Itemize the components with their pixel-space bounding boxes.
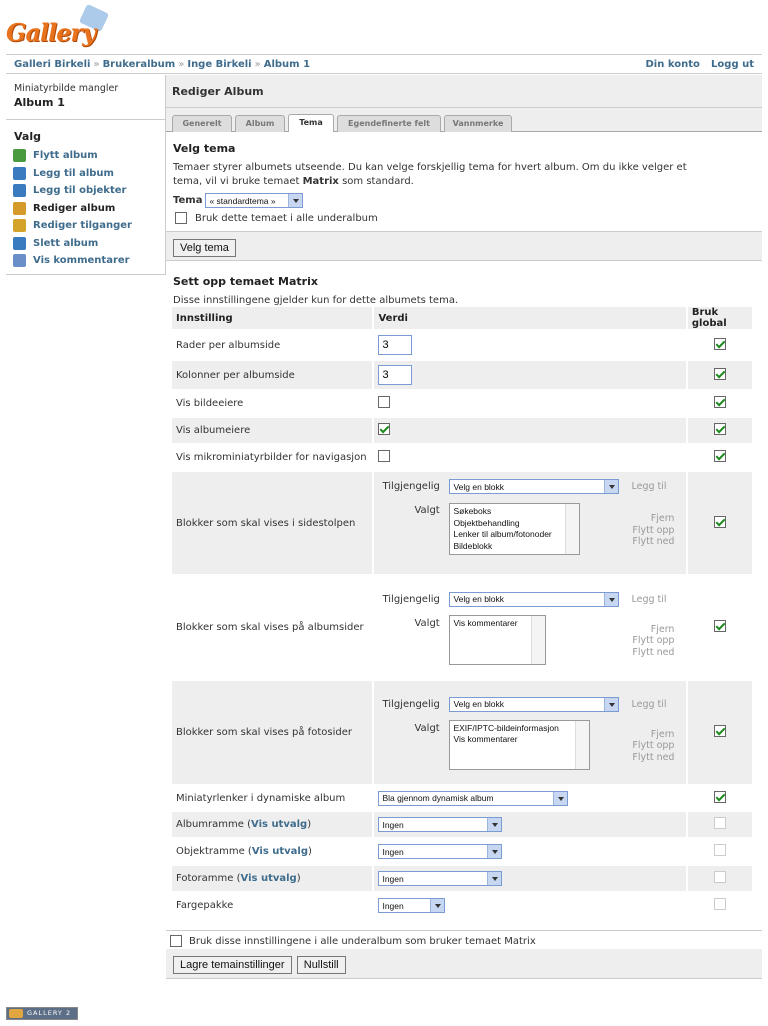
selected-label: Valgt [414,617,440,629]
page-title: Rediger Album [166,75,762,108]
table-row [172,812,752,837]
table-row [172,681,752,784]
apply-all-sub-label: Bruk disse innstillingene i alle underalbum som bruker temaet Matrix [189,935,536,947]
sidebar-item-label: Slett album [33,237,99,249]
select-value: Ingen [382,900,404,911]
use-global-checkbox[interactable] [714,898,726,910]
main-content [166,75,762,979]
sidebar-item-delete-album[interactable] [6,235,165,253]
use-global-checkbox[interactable] [714,791,726,803]
breadcrumb-link-user-albums[interactable]: Brukeralbum [102,59,176,70]
album-title: Album 1 [14,96,65,109]
chevron-down-icon [487,818,501,831]
table-row [172,786,752,810]
settings-button-bar [166,949,762,979]
list-item[interactable]: Objektbehandling [453,517,520,528]
settings-heading: Sett opp temaet Matrix [173,275,318,288]
theme-select[interactable] [205,193,303,208]
setting-label: Vis mikrominiatyrbilder for navigasjon [176,452,367,463]
apply-theme-sub-row [173,212,755,224]
edit-album-icon [13,202,26,215]
show-album-owner-checkbox[interactable] [378,423,390,435]
breadcrumb-link-user[interactable]: Inge Birkeli [187,59,252,70]
block-editor [378,687,681,779]
breadcrumb-separator: » [178,59,185,70]
item-frame-select[interactable] [378,844,502,859]
use-global-checkbox[interactable] [714,725,726,737]
sidebar-item-add-album[interactable] [6,165,165,183]
table-row [172,576,752,679]
sidebar-item-label: Flytt album [33,150,98,162]
tab-custom-fields[interactable]: Egendefinerte felt [337,115,441,132]
setting-label-photo-frame: Fotoramme (Vis utvalg) [176,873,301,884]
select-value: Ingen [382,846,404,857]
list-item[interactable]: Bildeblokk [453,540,493,551]
select-value: Velg en blokk [453,594,505,604]
selected-label: Valgt [414,505,440,516]
photo-frame-select[interactable] [378,871,502,886]
list-item[interactable]: Vis kommentarer [453,617,518,628]
select-value: Ingen [382,873,404,884]
setting-label: Kolonner per albumside [176,369,295,381]
col-header-global: Bruk global [688,307,752,329]
table-row [172,331,752,359]
setting-label: Fargepakke [176,900,234,911]
gallery2-badge[interactable]: GALLERY 2 [6,1007,78,1020]
chevron-down-icon [604,593,618,606]
apply-theme-sub-label: Bruk dette temaet i alle underalbum [195,212,378,224]
setting-label: Miniatyrlenker i dynamiske album [176,792,346,804]
move-up-link[interactable]: Flytt opp [632,740,675,751]
settings-table [170,305,754,920]
use-global-checkbox[interactable] [714,338,726,350]
setting-label-item-frame: Objektramme (Vis utvalg) [176,846,312,857]
use-global-checkbox[interactable] [714,450,726,462]
tab-album[interactable]: Album [235,115,285,132]
sidebar [6,75,166,275]
col-header-setting: Innstilling [172,307,372,329]
permissions-icon [13,219,26,232]
setting-label: Blokker som skal vises på albumsider [176,622,364,633]
add-items-icon [13,184,26,197]
label-text: Albumramme [176,819,244,830]
list-item[interactable]: Vis kommentarer [453,734,518,744]
chevron-down-icon [430,899,444,912]
album-frame-select[interactable] [378,817,502,832]
table-row [172,839,752,864]
setting-label-album-frame: Albumramme (Vis utvalg) [176,819,312,830]
breadcrumb-separator: » [93,59,100,70]
sidebar-item-view-comments[interactable] [6,252,165,270]
table-row [172,418,752,443]
system-links [638,59,755,70]
block-actions [628,624,674,659]
breadcrumb-link-album[interactable]: Album 1 [263,59,311,70]
show-nav-thumbs-checkbox[interactable] [378,450,390,462]
move-down-link[interactable]: Flytt ned [632,536,675,547]
tab-theme[interactable]: Tema [288,114,334,132]
table-row [172,472,752,574]
sidebar-item-label: Legg til objekter [33,185,127,197]
list-item[interactable]: EXIF/IPTC-bildeinformasjon [453,722,559,733]
delete-album-icon [13,237,26,250]
show-selection-link[interactable]: Vis utvalg [240,873,297,884]
setting-label: Blokker som skal vises på fotosider [176,727,352,738]
apply-all-wrap [170,935,758,947]
scrollbar[interactable] [565,504,579,554]
selected-blocks-list[interactable] [449,503,580,555]
breadcrumb [14,59,310,70]
theme-select-section [166,132,762,230]
colorpack-select[interactable] [378,898,445,913]
move-up-link[interactable]: Flytt opp [632,524,675,536]
selected-blocks-list[interactable] [449,720,590,770]
selected-label: Valgt [414,722,440,734]
select-value: Velg en blokk [453,699,505,709]
tab-watermark[interactable]: Vannmerke [444,115,512,132]
select-value: Velg en blokk [453,481,505,492]
show-selection-link[interactable]: Vis utvalg [251,846,309,857]
use-global-checkbox[interactable] [714,817,726,829]
sidebar-item-label: Vis kommentarer [33,255,130,267]
save-theme-settings-button[interactable]: Lagre temainstillinger [173,956,292,974]
use-global-checkbox[interactable] [714,423,726,435]
use-global-checkbox[interactable] [714,620,726,632]
label-text: Objektramme [176,846,245,857]
block-editor [378,477,681,569]
select-value: Ingen [382,819,404,830]
chevron-down-icon [604,698,618,711]
show-owner-checkbox[interactable] [378,396,390,408]
theme-row [173,193,755,208]
description-text: tema, vil vi bruke temaet [173,176,303,187]
breadcrumb-separator: » [254,59,261,70]
logout-link[interactable]: Logg ut [711,59,754,70]
list-item[interactable]: Søkeboks [453,506,492,516]
comments-icon [13,254,26,267]
selected-blocks-list[interactable] [449,615,546,665]
sidebar-item-edit-album[interactable] [6,200,165,218]
move-up-link[interactable]: Flytt opp [632,635,675,646]
table-row [172,361,752,389]
available-block-select[interactable] [449,697,619,712]
sidebar-item-edit-permissions[interactable] [6,217,165,235]
tab-general[interactable]: Generelt [172,115,232,132]
theme-section-heading: Velg tema [173,142,236,155]
chevron-down-icon [487,845,501,858]
setting-label: Blokker som skal vises i sidestolpen [176,517,356,529]
use-global-checkbox[interactable] [714,871,726,883]
add-block-link[interactable]: Legg til [631,593,667,605]
apply-all-row [166,930,762,949]
description-text: som standard. [338,176,414,187]
dynamic-album-select[interactable] [378,791,568,806]
sidebar-heading: Valg [14,130,41,143]
chevron-down-icon [604,480,618,493]
move-down-link[interactable]: Flytt ned [632,646,675,658]
table-row [172,866,752,891]
default-theme-name: Matrix [302,176,339,187]
setting-label: Vis bildeeiere [176,398,244,409]
use-global-checkbox[interactable] [714,516,726,528]
thumbnail-missing-text: Miniatyrbilde mangler [14,83,119,94]
theme-description-line1: Temaer styrer albumets utseende. Du kan velge forskjellig tema for hvert album. Om du ikke velger et [173,162,687,173]
col-header-value: Verdi [374,307,685,329]
available-block-select[interactable] [449,479,619,494]
use-global-checkbox[interactable] [714,368,726,380]
add-block-link[interactable]: Legg til [631,698,667,710]
move-album-icon [13,149,26,162]
settings-intro: Disse innstillingene gjelder kun for dette albumets tema. [173,295,459,306]
theme-select-value: « standardtema » [209,195,276,206]
table-row [172,893,752,918]
select-value: Bla gjennom dynamisk album [382,793,494,803]
remove-block-link[interactable]: Fjern [650,728,675,740]
show-selection-link[interactable]: Vis utvalg [251,819,308,830]
scrollbar[interactable] [575,721,589,769]
tab-bar [166,108,762,132]
theme-description-line2 [173,175,755,189]
sidebar-item-add-items[interactable] [6,182,165,200]
choose-theme-button[interactable]: Velg tema [173,239,236,257]
sidebar-item-label: Rediger tilganger [33,220,132,232]
move-down-link[interactable]: Flytt ned [632,751,675,763]
available-block-select[interactable] [449,592,619,607]
reset-button[interactable]: Nullstill [297,956,346,974]
setting-label: Vis albumeiere [176,425,251,436]
available-label: Tilgjengelig [382,593,440,605]
add-album-icon [13,167,26,180]
theme-button-bar [166,231,762,261]
chevron-down-icon [553,792,567,805]
scrollbar[interactable] [531,616,545,664]
list-item[interactable]: Lenker til album/fotonoder [453,529,552,539]
rows-per-page-input[interactable] [378,335,412,355]
my-account-link[interactable]: Din konto [645,59,700,70]
use-global-checkbox[interactable] [714,396,726,408]
table-row [172,391,752,416]
available-label: Tilgjengelig [382,481,440,492]
apply-theme-sub-checkbox[interactable] [175,212,187,224]
add-block-link[interactable]: Legg til [631,481,667,492]
breadcrumb-bar [6,54,762,74]
block-editor [378,582,681,674]
sidebar-item-label: Rediger album [33,202,116,214]
remove-block-link[interactable]: Fjern [650,623,675,635]
breadcrumb-link-root[interactable]: Galleri Birkeli [14,59,91,70]
block-actions [628,729,674,764]
label-text: Fotoramme [176,873,234,884]
theme-label: Tema [173,195,203,206]
available-label: Tilgjengelig [382,698,440,710]
logo-text: Gallery [6,18,96,47]
apply-all-sub-checkbox[interactable] [170,935,182,947]
gallery-logo[interactable] [4,8,114,52]
cols-per-page-input[interactable] [378,365,412,385]
setting-label: Rader per albumside [176,339,281,351]
use-global-checkbox[interactable] [714,844,726,856]
table-row [172,445,752,470]
block-actions [628,513,674,548]
sidebar-item-move-album[interactable] [6,147,165,165]
chevron-down-icon [487,872,501,885]
remove-block-link[interactable]: Fjern [650,513,675,524]
sidebar-item-label: Legg til album [33,167,114,179]
chevron-down-icon [288,194,302,207]
